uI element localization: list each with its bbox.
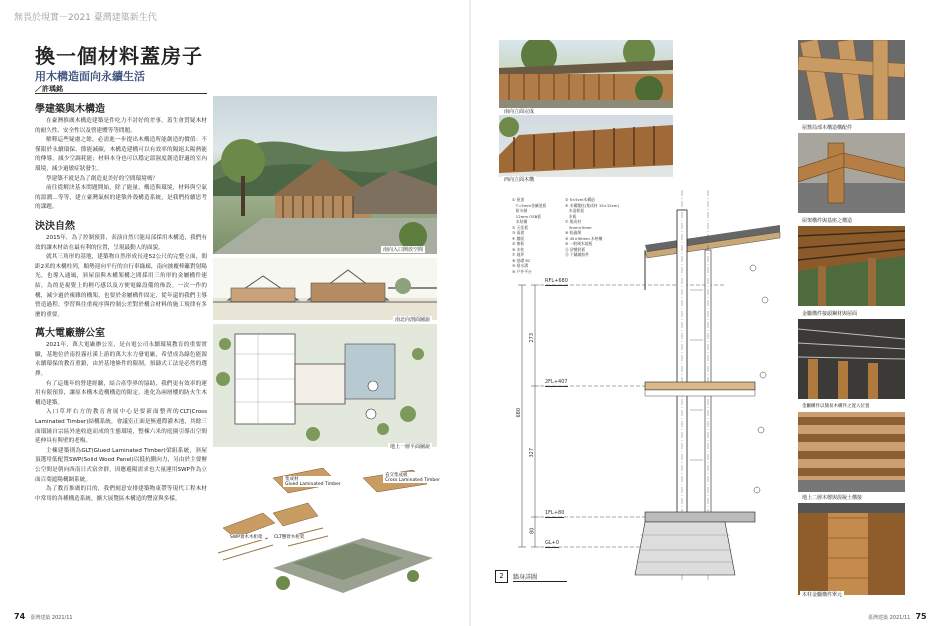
caption-render: 南向入口開放空間 — [383, 247, 424, 253]
paragraph: 2015年，為了控制預算，表演自然只能局部採用木構造，我們有效的讓木材站在最有利的位置，呈現最動人的面貌。 — [35, 234, 207, 251]
rendering-south-entrance — [213, 96, 437, 254]
dim-327: 327 — [529, 447, 536, 458]
article-title: 換一個材料蓋房子 — [35, 44, 203, 68]
site-plan — [213, 324, 437, 447]
text-column — [35, 100, 207, 504]
legend-line: ⑩ 戶外平台 — [512, 268, 532, 274]
page-number-right: 75 — [915, 612, 927, 621]
legend-line: ② 天花板 — [512, 224, 529, 230]
photo-west-elevation — [499, 115, 673, 177]
paragraph: 學建築不就是為了創造更美好的空間環境嗎？ — [46, 175, 158, 182]
legend-line: 木造框架 — [565, 208, 584, 213]
caption-side-5: 木柱金屬構件單元 — [802, 592, 843, 598]
magazine-name-right: 臺灣建築 2021/11 — [868, 615, 911, 621]
page-spine — [469, 0, 471, 626]
caption-photo-south: 南向立面完成 — [504, 109, 535, 115]
dim-80: 80 — [529, 527, 536, 534]
caption-axo-glt: 集成材 Glued Laminated Timber — [285, 477, 341, 487]
caption-side-0: 屋簷局部木構造構配件 — [802, 125, 853, 131]
photo-steel-connection — [798, 319, 905, 399]
caption-axo-swp: SWP實木木桁架 — [230, 535, 263, 540]
detail-number: 2 — [495, 570, 508, 583]
page-number-left: 74 — [14, 612, 26, 621]
wall-section-detail — [495, 190, 790, 580]
photo-south-elevation — [499, 40, 673, 108]
legend-line: ⑤ 窗框 — [512, 241, 525, 246]
section-heading: 決決自然 — [35, 220, 75, 232]
legend-line: 木板 — [565, 213, 577, 219]
paragraph: 有了這幾年的營建經驗，結合產學界的協助，我們更有效率的運用有限預算，讓原本構木造構構造的限定，進化為兩層樓的防火生木構造建築。 — [35, 380, 207, 406]
legend-line: ⑪ 矽酸鈣板 — [565, 246, 586, 252]
paragraph: 為了教育推廣的目的，我們刻意安排建築物東帶等現代工程木材中常用的各種構造系統，擴大展覽區木構造的豐富與多樣。 — [35, 486, 207, 502]
legend-line: ⑩ 一般硬木地板 — [565, 241, 593, 246]
level-2fl: 2FL+407 — [545, 379, 568, 385]
level-gl: GL+0 — [545, 540, 560, 546]
paragraph: 入口草坪右方的教育會展中心是要新面整齊的CLT(Cross Laminated Timber)結構系統，會議室正面是無邊際灌木池，其餘三面環繞自宗區外池收進而成的生態環境，整棟六米的庭園引導出空間延伸具有與壁的老梅。 — [35, 409, 207, 445]
paragraph: 2021年，萬大電廠辦公室，是台電公司永續環境教育的重要實驗，基地位於南投霧社溪上游的萬大水力發電廠，希望成為綠色能源永續環保的教育重鎮，由於基地條件的限制，預鑄式工法是必然的選擇。 — [35, 342, 207, 378]
legend-line: ④ 牆面 — [512, 235, 525, 241]
photo-floor-beam — [798, 412, 905, 492]
caption-side-4: 地上二層木樑與混凝土構接 — [802, 495, 863, 501]
legend-line: T=5mm金屬浪板 — [512, 202, 547, 208]
dim-680: 680 — [516, 407, 523, 418]
legend-line: ⑦ 地坪 — [512, 252, 525, 257]
caption-photo-west: 西向立面木構 — [504, 177, 535, 183]
paragraph: 解釋這些疑慮之餘，必需進一步提出木構造所能創造的價值：不僅限於永續環保、節能減碳，木構造建構可以有效率的隔絕太陽熱能的傳導，減少空調耗能；材料本身也可以穩定溫濕度創造舒適的室內環境，減少過敏症狀發生。 — [35, 137, 207, 172]
caption-side-3: 金屬構件以簡易木構件之置入位置 — [802, 404, 870, 409]
level-rfl: RFL+680 — [545, 278, 568, 284]
section-drawing — [213, 258, 437, 320]
legend-line: 12mm OSB板 — [512, 213, 542, 219]
legend-line: ⑥ 木構雙柱(集成材 15×15cm) — [565, 202, 619, 208]
paragraph: 就其三角形的基地，建築物自然形成長達52公尺的完整立面，間距2米的木構柱列，順勢迎向平行的自行車綠廊，南向披覆棒籬對射陽光，也導入通風，斜屋頂與木構架構之間採用三角形的金屬構件連結，為的是視覺上的輕巧感以及方便電線設備的佈設。一次一作的構，減少過於複雜的構架，也要於金屬構件固定，從年還的我們主導營造過程，學習與往重視序與控制公差對於構合材料的施工規律有多麼的重要。 — [35, 254, 207, 318]
legend-line: ⑫ 不鏽鋼扣件 — [565, 252, 589, 257]
legend-line: ③ 雨遮 — [512, 230, 525, 235]
legend-line: ⑥ 木柱 — [512, 246, 525, 252]
paragraph: 主棟建築則為GLT(Glued Laminated Timber)梁組系統，斜屋頂選用低配置SWP(Solid Wood Panel)以抵抗側向力，另由於主要辦公空間是朝向西南日式宿舍群，因應避陽需求也大量運用SWP作為立面百葉遮陽構網系統。 — [35, 447, 207, 483]
title-rule — [35, 93, 207, 94]
legend-line: 3mm×5mm — [565, 224, 592, 230]
legend-line: ⑧ 基礎 RC — [512, 257, 531, 263]
legend-line: 防水層 — [512, 208, 528, 213]
dim-273: 273 — [529, 332, 536, 343]
photo-truss-base — [798, 133, 905, 213]
detail-title: 牆身詳圖 — [513, 572, 567, 582]
magazine-name-left: 臺灣建築 2021/11 — [30, 615, 73, 621]
legend-line: 木結構 — [512, 219, 528, 224]
photo-column-unit — [798, 503, 905, 595]
caption-section: 南北向剖面圖說 — [395, 317, 431, 323]
article-author: ／許瑀銘 — [35, 85, 63, 93]
article-subtitle: 用木構造面向永續生活 — [35, 70, 145, 83]
legend-line: ⑤ 5×5cm木構造 — [565, 197, 595, 202]
caption-side-1: 屋架構件與基座之構造 — [802, 218, 853, 224]
photo-roof-detail — [798, 40, 905, 120]
caption-axo-clt: 直交集成板 Cross Laminated Timber — [385, 473, 440, 483]
detail-title-block — [495, 570, 567, 583]
running-header: 無畏於現實－2021 臺灣建築新生代 — [14, 13, 157, 23]
legend-line: ⑦ 集成材 — [565, 219, 582, 224]
level-1fl: 1FL+80 — [545, 510, 565, 516]
legend-line: ⑧ 防蟲劑 — [565, 230, 582, 235]
footer-right — [868, 604, 927, 623]
paragraph: 前往從解決基本問題開始，除了能量、構造與環境，材料與空氣的溫潤…等等，建立臺灣氣候的建築外殼構造系統，是我們持續思考的課題。 — [35, 185, 207, 211]
photo-metal-joint — [798, 226, 905, 306]
caption-side-2: 金屬構件接頭鋼材與屋面 — [802, 311, 858, 317]
caption-plan: 地上一層平面圖說 — [390, 444, 431, 450]
legend-line: ① 屋頂 — [512, 197, 525, 202]
footer-left — [14, 604, 73, 623]
legend-line: ⑨ 45×90mm 木格柵 — [565, 235, 603, 241]
paragraph: 在臺灣推廣木構造建築是件吃力不討好的差事，蓋生會質疑木材的耐久性、安全性以及營建體等等問題。 — [35, 118, 207, 134]
caption-axo-clt2: CLT懸臂木桁架 — [274, 535, 305, 540]
legend-line: ⑨ 排水溝 — [512, 263, 529, 268]
section-heading: 萬大電廠辦公室 — [35, 328, 105, 340]
section-heading: 學建築與木構造 — [35, 104, 105, 115]
